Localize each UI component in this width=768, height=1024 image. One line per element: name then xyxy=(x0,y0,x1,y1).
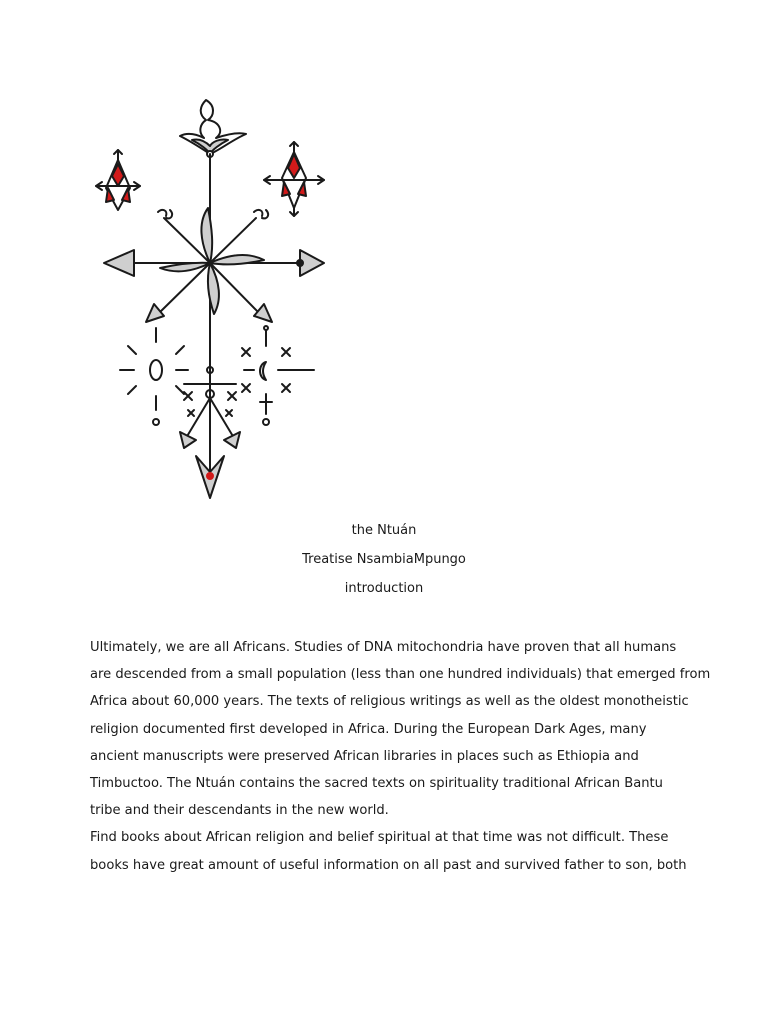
treatise-title-block xyxy=(0,516,768,603)
body-line: Ultimately, we are all Africans. Studies of DNA mitochondria have proven that all humans xyxy=(90,640,677,655)
emblem-drawing xyxy=(88,92,338,502)
introduction-paragraph xyxy=(90,634,711,879)
body-line: religion documented first developed in Africa. During the European Dark Ages, many xyxy=(90,721,647,737)
body-line: are descended from a small population (less than one hundred individuals) that emerged from xyxy=(90,667,711,683)
left-star-icon xyxy=(96,150,140,210)
top-flame-icon xyxy=(180,100,246,157)
right-star-icon xyxy=(264,142,324,216)
body-line: tribe and their descendants in the new world. xyxy=(90,803,389,819)
body-line: Timbuctoo. The Ntuán contains the sacred texts on spirituality traditional African Bantu xyxy=(90,776,663,792)
body-line: ancient manuscripts were preserved African libraries in places such as Ethiopia and xyxy=(90,748,639,764)
title-line-2: Treatise NsambiaMpungo xyxy=(302,552,466,567)
body-line: Africa about 60,000 years. The texts of religious writings as well as the oldest monotheistic xyxy=(90,694,689,710)
left-arrow-icon xyxy=(104,250,134,276)
moon-icon xyxy=(242,326,314,425)
body-line: Find books about African religion and belief spiritual at that time was not difficult. These xyxy=(90,830,669,846)
body-line: books have great amount of useful information on all past and survived father to son, both xyxy=(90,857,687,873)
sun-icon xyxy=(120,328,188,425)
title-line-1: the Ntuán xyxy=(351,523,417,538)
nsambia-mpungo-emblem xyxy=(88,92,338,502)
title-line-3: introduction xyxy=(344,581,424,596)
